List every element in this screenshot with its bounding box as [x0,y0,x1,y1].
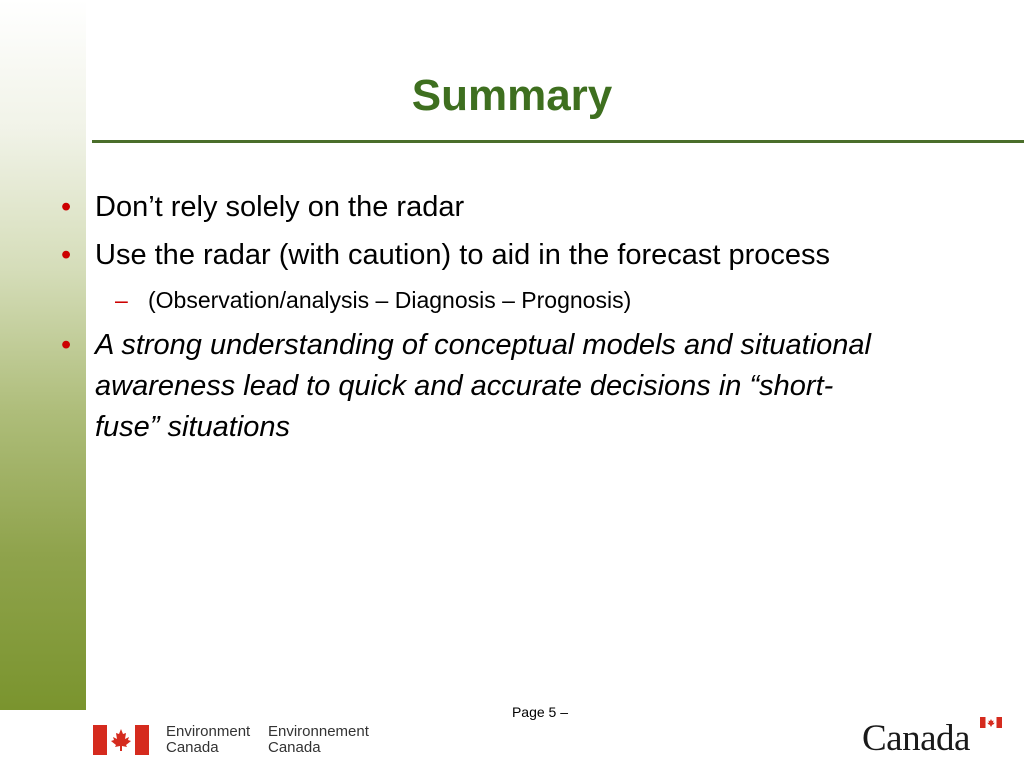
bullet-icon: • [61,239,72,271]
org-name-en-line2: Canada [166,739,219,756]
bullet-item-1: Don’t rely solely on the radar [95,191,465,223]
wordmark-flag-icon [980,717,1002,728]
dash-icon: – [115,287,128,313]
sub-bullet-item: (Observation/analysis – Diagnosis – Prognosis) [148,287,632,313]
canada-wordmark [862,710,1007,760]
canada-wordmark-text: Canada [862,718,970,759]
page-number: Page 5 – [511,704,569,720]
title-divider [92,140,1024,143]
bullet-item-3-emphasis: A strong understanding of conceptual models and situational awareness lead to quick and accurate decisions in “short-fuse” situations [95,329,871,443]
org-name-en-line1: Environment [166,723,251,740]
bullet-item-2: Use the radar (with caution) to aid in the forecast process [95,239,831,271]
org-name-fr-line1: Environnement [268,723,369,740]
footer [0,708,1024,768]
slide-title: Summary [411,71,613,120]
org-name-fr-line2: Canada [268,739,321,756]
bullet-icon: • [61,329,72,361]
bullet-icon: • [61,191,72,223]
canada-flag-icon [93,725,149,755]
